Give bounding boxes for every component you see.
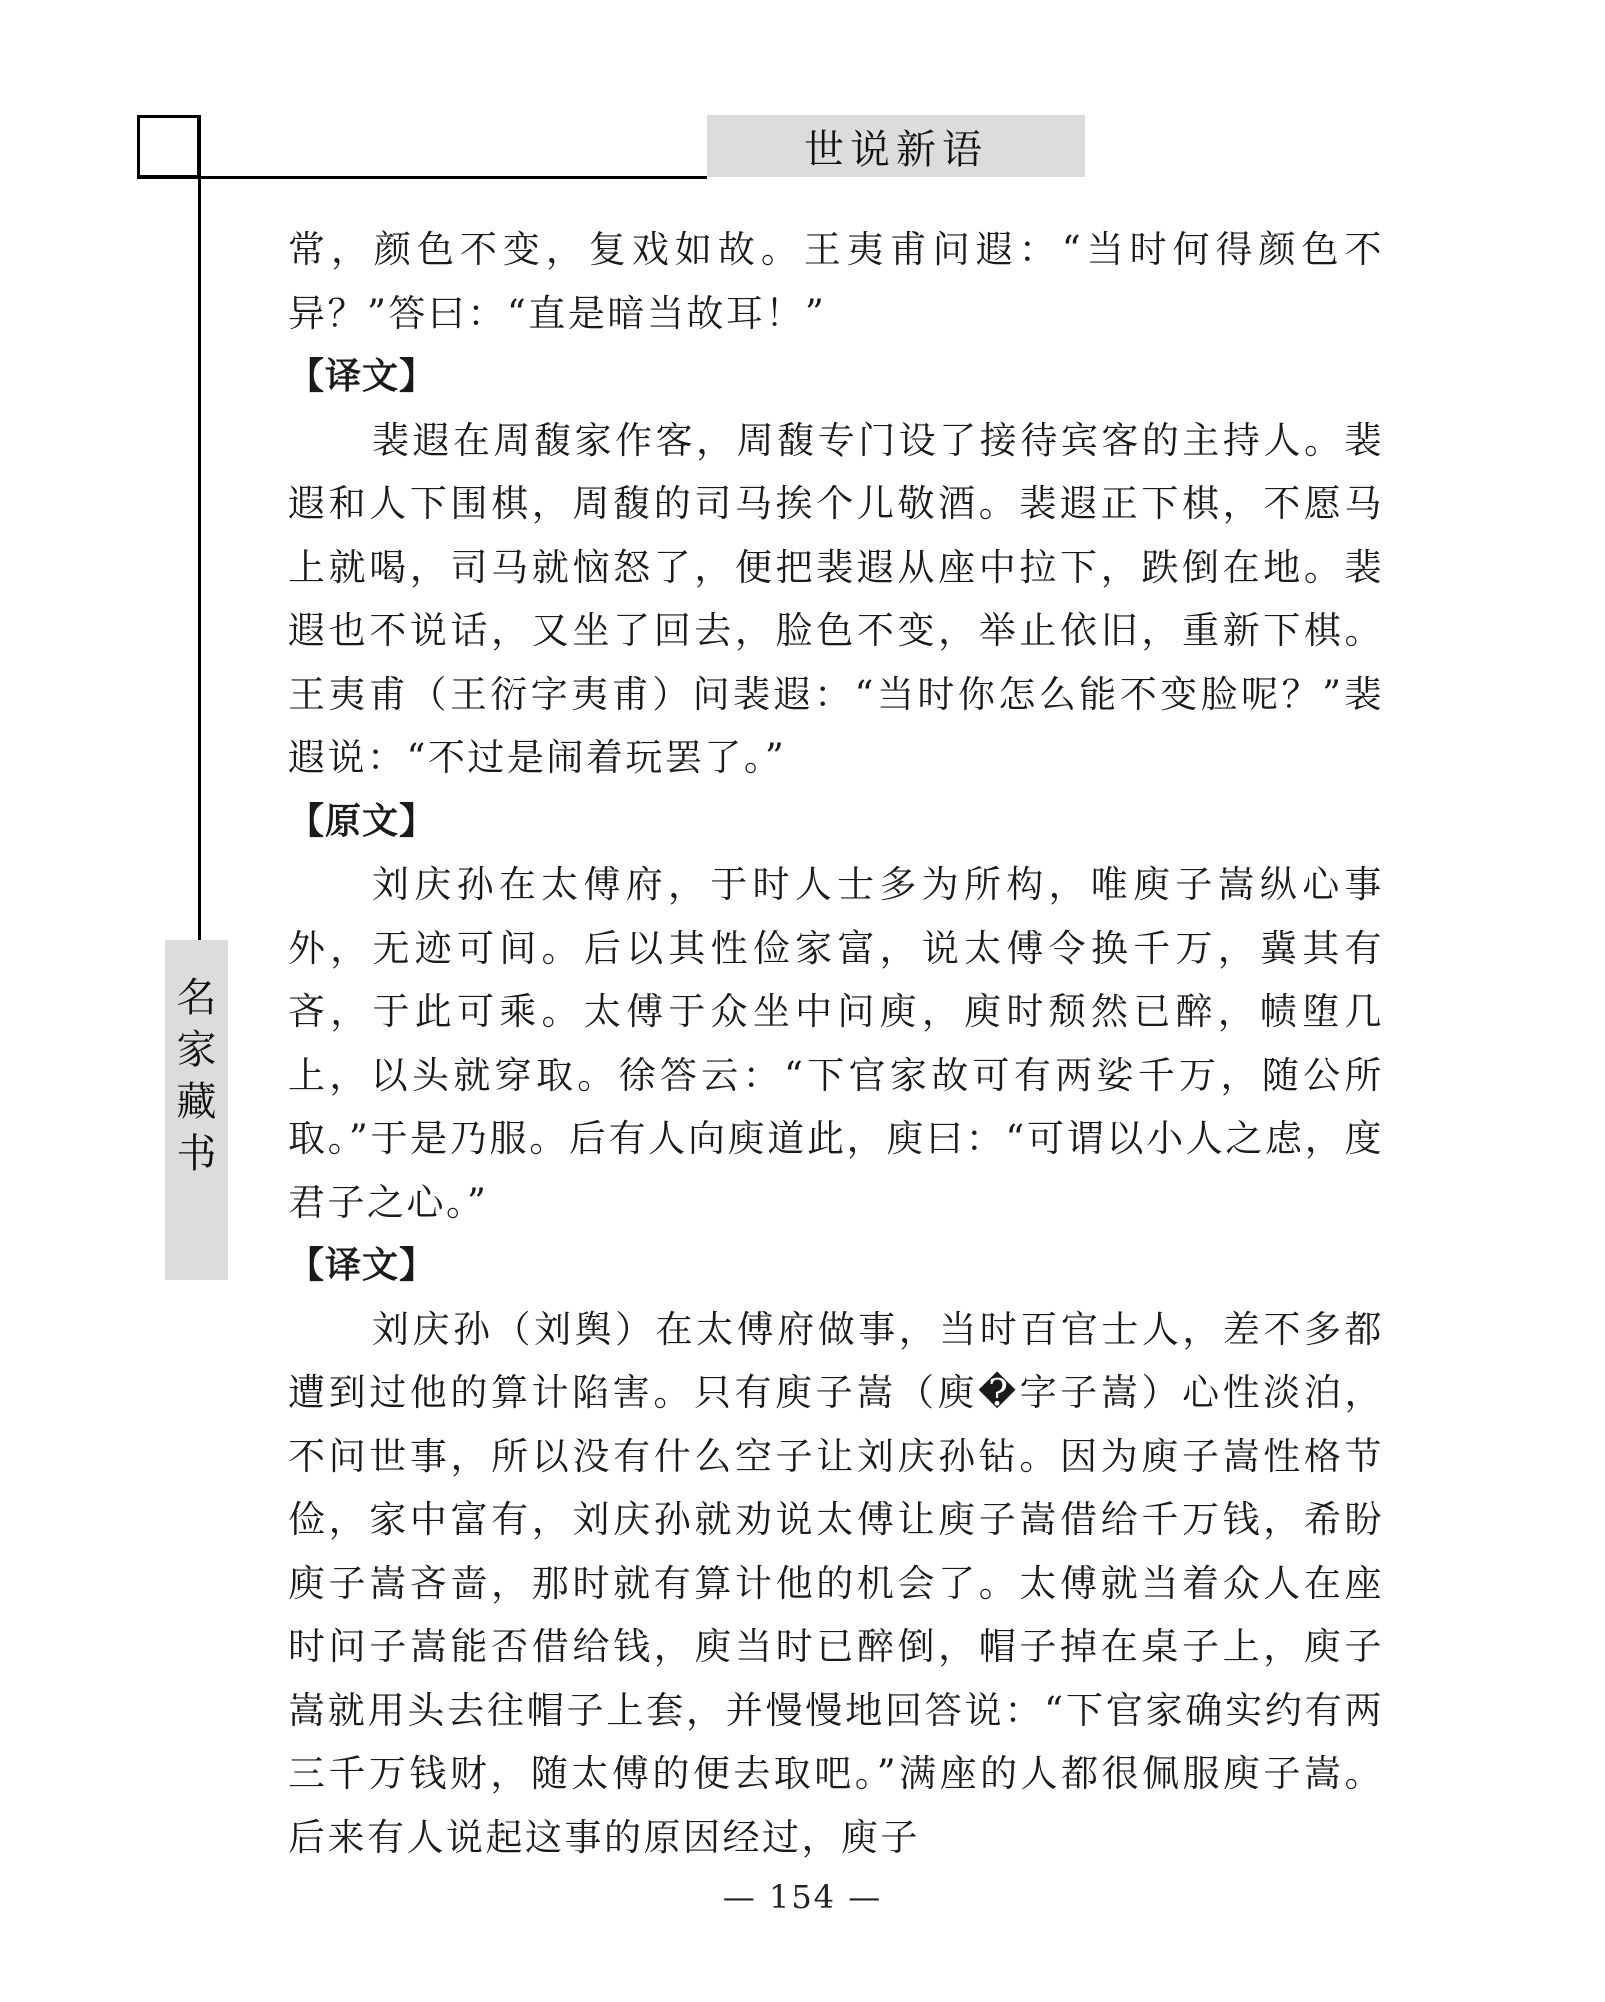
side-tab bbox=[165, 940, 228, 1280]
side-tab-char: 名 bbox=[176, 975, 217, 1021]
section-heading-original: 【原文】 bbox=[288, 800, 437, 842]
paragraph-original: 刘庆孙在太傅府，于时人士多为所构，唯庾子嵩纵心事外，无迹可间。后以其性俭家富，说太傅令换千万，冀其有吝，于此可乘。太傅于众坐中问庾，庾时颓然已醉，帻堕几上，以头就穿取。徐答云：“下官家故可有两娑千万，随公所取。”于是乃服。后有人向庾道此，庾曰：“可谓以小人之虑，度君子之心。” bbox=[288, 863, 1384, 1224]
corner-frame bbox=[137, 115, 200, 178]
paragraph-translation: 刘庆孙（刘舆）在太傅府做事，当时百官士人，差不多都遭到过他的算计陷害。只有庾子嵩（庾�字子嵩）心性淡泊，不问世事，所以没有什么空子让刘庆孙钻。因为庾子嵩性格节俭，家中富有，刘庆孙就劝说太傅让庾子嵩借给千万钱，希盼庾子嵩吝啬，那时就有算计他的机会了。太傅就当着众人在座时问子嵩能否借给钱，庾当时已醉倒，帽子掉在桌子上，庾子嵩就用头去往帽子上套，并慢慢地回答说：“下官家确实约有两三千万钱财，随太傅的便去取吧。”满座的人都很佩服庾子嵩。后来有人说起这事的原因经过，庾子 bbox=[288, 1307, 1384, 1859]
section-heading-translation: 【译文】 bbox=[288, 356, 437, 397]
book-title: 世说新语 bbox=[804, 126, 988, 173]
paragraph-continued: 常，颜色不变，复戏如故。王夷甫问遐：“当时何得颜色不异？”答曰：“直是暗当故耳！” bbox=[288, 228, 1384, 335]
section-heading-translation: 【译文】 bbox=[288, 1245, 437, 1286]
paragraph-translation: 裴遐在周馥家作客，周馥专门设了接待宾客的主持人。裴遐和人下围棋，周馥的司马挨个儿敬酒。裴遐正下棋，不愿马上就喝，司马就恼怒了，便把裴遐从座中拉下，跌倒在地。裴遐也不说话，又坐了回去，脸色不变，举止依旧，重新下棋。王夷甫（王衍字夷甫）问裴遐：“当时你怎么能不变脸呢？”裴遐说：“不过是闹着玩罢了。” bbox=[288, 418, 1384, 779]
side-tab-char: 家 bbox=[176, 1027, 217, 1073]
margin-rule bbox=[198, 115, 201, 940]
page-body bbox=[288, 218, 1384, 1869]
running-header bbox=[707, 115, 1085, 177]
header-rule bbox=[137, 176, 707, 179]
side-tab-char: 藏 bbox=[176, 1079, 217, 1125]
side-tab-char: 书 bbox=[176, 1131, 217, 1177]
page-number: — 154 — bbox=[722, 1878, 883, 1916]
